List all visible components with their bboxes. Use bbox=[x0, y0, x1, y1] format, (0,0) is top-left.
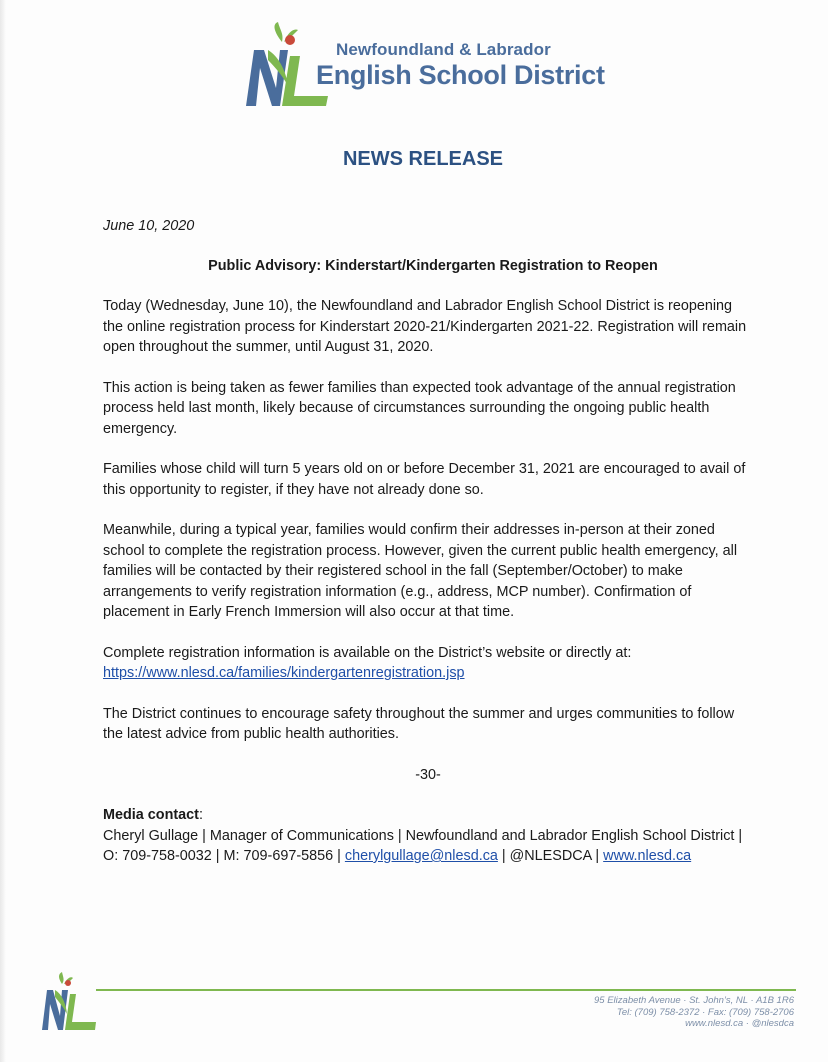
org-name-line1: Newfoundland & Labrador bbox=[336, 40, 551, 59]
page-title: NEWS RELEASE bbox=[342, 148, 504, 170]
footer-address-block bbox=[594, 995, 794, 1030]
contact-email-link[interactable]: cherylgullage@nlesd.ca bbox=[344, 848, 498, 864]
contact-website-link[interactable]: www.nlesd.ca bbox=[603, 848, 692, 864]
footer-nl-logo-icon bbox=[40, 972, 98, 1032]
media-contact-colon: : bbox=[198, 807, 203, 823]
district-logo bbox=[244, 20, 624, 110]
org-name-line2: English School District bbox=[316, 60, 605, 90]
contact-phones: O: 709-758-0032 | M: 709-697-5856 | bbox=[103, 848, 345, 864]
footer-phone: Tel: (709) 758-2372 · Fax: (709) 758-2706 bbox=[616, 1006, 794, 1018]
paragraph-reopening: Today (Wednesday, June 10), the Newfoundland and Labrador English School District is reopening the online registration process for Kinderstart 2020-21/Kindergarten 2021-22. Registration will remain open throughout the summer, until August 31, 2020. bbox=[103, 298, 747, 355]
paragraph-eligibility: Families whose child will turn 5 years old on or before December 31, 2021 are encouraged to avail of this opportunity to register, if they have not already done so. bbox=[103, 461, 746, 498]
registration-text: Complete registration information is available on the District’s website or directly at: bbox=[103, 644, 632, 661]
end-mark: -30- bbox=[415, 766, 441, 783]
media-contact-details bbox=[103, 846, 753, 867]
media-contact bbox=[103, 805, 753, 867]
release-body bbox=[103, 216, 753, 867]
paragraph-registration-info bbox=[103, 643, 753, 684]
paragraph-closing: The District continues to encourage safety throughout the summer and urges communities to follow the latest advice from public health authorities. bbox=[103, 705, 735, 742]
paragraph-verification: Meanwhile, during a typical year, families would confirm their addresses in-person at their zoned school to complete the registration process. However, given the current public health emergency, all families will be contacted by their registered school in the fall (September/October) to make arrangements to verify registration information (e.g., address, MCP number). Confirmation of placement in Early French Immersion will also occur at that time. bbox=[103, 522, 738, 620]
footer-web: www.nlesd.ca · @nlesdca bbox=[685, 1018, 794, 1029]
release-headline: Public Advisory: Kinderstart/Kindergarten Registration to Reopen bbox=[208, 257, 658, 274]
media-contact-name-line: Cheryl Gullage | Manager of Communications | Newfoundland and Labrador English School District | bbox=[103, 827, 743, 844]
release-date: June 10, 2020 bbox=[103, 218, 195, 234]
paragraph-reason: This action is being taken as fewer families than expected took advantage of the annual registration process held last month, likely because of circumstances surrounding the ongoing public health emergency. bbox=[103, 379, 736, 437]
footer-divider bbox=[96, 989, 796, 991]
registration-link[interactable]: https://www.nlesd.ca/families/kindergartenregistration.jsp bbox=[103, 665, 465, 681]
contact-twitter: | @NLESDCA | bbox=[497, 848, 604, 864]
footer-address: 95 Elizabeth Avenue · St. John’s, NL · A1B 1R6 bbox=[594, 995, 794, 1006]
media-contact-label: Media contact bbox=[103, 807, 199, 823]
